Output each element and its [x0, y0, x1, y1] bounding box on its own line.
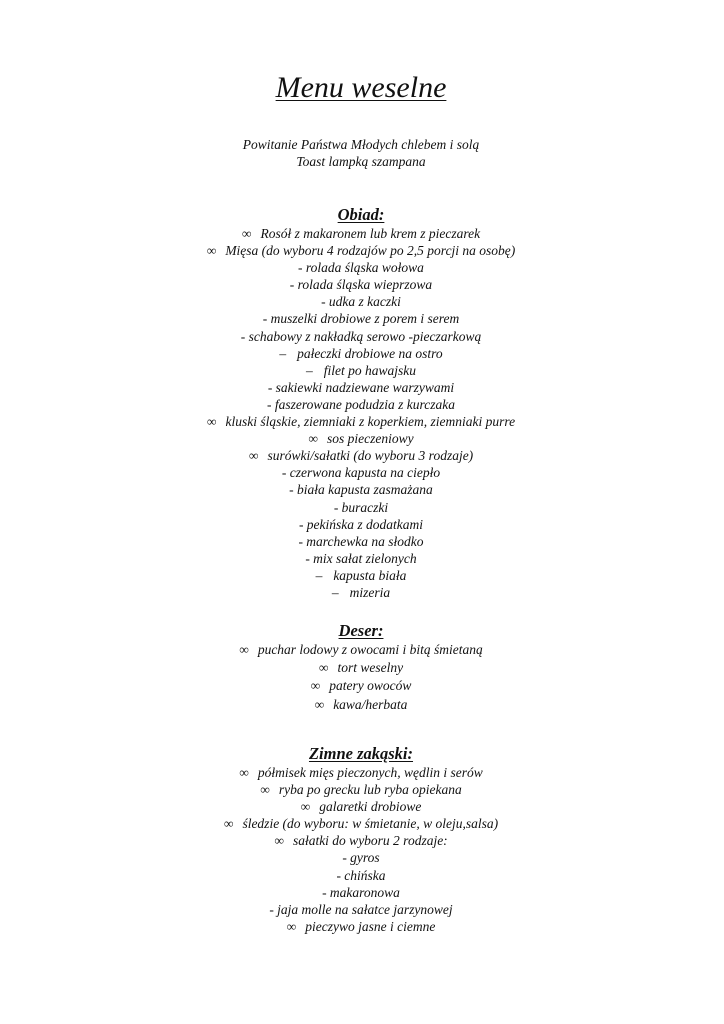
dash-bullet: –: [279, 345, 287, 361]
menu-item-text: - chińska: [336, 867, 386, 883]
infinity-bullet-icon: ∞: [206, 243, 217, 259]
menu-item-text: tort weselny: [337, 660, 404, 676]
menu-item: [0, 379, 722, 396]
section-deser: [0, 621, 722, 714]
menu-item-text: sałatki do wyboru 2 rodzaje:: [292, 833, 448, 849]
menu-item: [0, 696, 722, 714]
menu-item-text: - czerwona kapusta na ciepło: [281, 465, 441, 481]
infinity-bullet-icon: ∞: [241, 226, 252, 241]
menu-item-text: Rosół z makaronem lub krem z pieczarek: [260, 226, 481, 241]
menu-item-text: - pekińska z dodatkami: [298, 516, 424, 532]
infinity-bullet-icon: ∞: [314, 696, 325, 712]
menu-item: [0, 884, 722, 901]
item-list-obiad: [0, 225, 722, 601]
infinity-bullet-icon: ∞: [310, 678, 321, 694]
section-obiad: [0, 205, 722, 601]
intro-line-toast: Toast lampką szampana: [296, 154, 426, 169]
menu-item: [0, 533, 722, 550]
menu-item: [0, 430, 722, 447]
infinity-bullet-icon: ∞: [260, 782, 270, 798]
menu-item: [0, 832, 722, 849]
section-heading-deser: Deser:: [338, 621, 384, 640]
infinity-bullet-icon: ∞: [223, 816, 234, 832]
infinity-bullet-icon: ∞: [248, 448, 259, 464]
menu-item: [0, 413, 722, 430]
infinity-bullet-icon: ∞: [274, 833, 284, 849]
menu-item: [0, 310, 722, 327]
menu-item-text: - rolada śląska wieprzowa: [289, 277, 433, 293]
menu-item: [0, 499, 722, 516]
menu-item: [0, 328, 722, 345]
menu-item-text: mizeria: [349, 584, 391, 600]
menu-item: [0, 815, 722, 832]
menu-item-text: patery owoców: [329, 678, 412, 694]
menu-item: [0, 867, 722, 884]
intro-block: [0, 136, 722, 170]
menu-item: [0, 345, 722, 362]
dash-bullet: –: [315, 567, 323, 583]
menu-item-text: - makaronowa: [322, 884, 400, 900]
menu-item-text: śledzie (do wyboru: w śmietanie, w oleju,salsa): [242, 816, 499, 832]
menu-item: [0, 918, 722, 935]
menu-item: [0, 293, 722, 310]
menu-item: [0, 901, 722, 918]
menu-item: [0, 584, 722, 601]
menu-item-text: kapusta biała: [333, 567, 407, 583]
item-list-deser: [0, 641, 722, 714]
menu-item-text: półmisek mięs pieczonych, wędlin i serów: [257, 765, 483, 780]
dash-bullet: –: [306, 362, 313, 378]
menu-item-text: - udka z kaczki: [321, 294, 401, 310]
menu-item: [0, 781, 722, 798]
menu-item: [0, 677, 722, 695]
menu-item-text: surówki/sałatki (do wyboru 3 rodzaje): [267, 448, 474, 464]
menu-item-text: - schabowy z nakładką serowo -pieczarkową: [240, 328, 482, 344]
menu-item: [0, 362, 722, 379]
menu-item-text: pałeczki drobiowe na ostro: [297, 345, 443, 361]
menu-item-text: - mix sałat zielonych: [305, 550, 417, 566]
menu-item: [0, 447, 722, 464]
menu-item: [0, 259, 722, 276]
menu-item: [0, 659, 722, 677]
menu-item: [0, 464, 722, 481]
menu-item-text: pieczywo jasne i ciemne: [305, 918, 436, 934]
menu-item-text: - biała kapusta zasmażana: [289, 482, 433, 498]
menu-item: [0, 481, 722, 498]
infinity-bullet-icon: ∞: [300, 799, 311, 815]
menu-item-text: - faszerowane podudzia z kurczaka: [267, 396, 455, 412]
menu-item-text: ryba po grecku lub ryba opiekana: [278, 782, 462, 798]
menu-item: [0, 225, 722, 242]
menu-item-text: - muszelki drobiowe z porem i serem: [262, 311, 460, 327]
menu-item-text: galaretki drobiowe: [319, 799, 422, 815]
infinity-bullet-icon: ∞: [206, 414, 217, 430]
menu-item-text: filet po hawajsku: [323, 362, 416, 378]
infinity-bullet-icon: ∞: [318, 660, 329, 676]
menu-item-text: kawa/herbata: [333, 696, 408, 712]
section-heading-obiad: Obiad:: [337, 205, 385, 224]
item-list-zimne-zakaski: [0, 764, 722, 935]
page-title: Menu weselne: [275, 71, 447, 104]
infinity-bullet-icon: ∞: [286, 918, 297, 934]
menu-item: [0, 396, 722, 413]
menu-item: [0, 242, 722, 259]
menu-item-text: Mięsa (do wyboru 4 rodzajów po 2,5 porcji na osobę): [225, 243, 516, 259]
section-zimne-zakaski: [0, 744, 722, 935]
menu-item: [0, 849, 722, 866]
menu-item: [0, 764, 722, 781]
intro-line-welcome: Powitanie Państwa Młodych chlebem i solą: [242, 137, 480, 152]
menu-item: [0, 798, 722, 815]
section-heading-zimne-zakaski: Zimne zakąski:: [308, 744, 414, 763]
menu-item-text: - jaja molle na sałatce jarzynowej: [269, 901, 453, 917]
menu-item: [0, 641, 722, 659]
infinity-bullet-icon: ∞: [308, 431, 318, 447]
menu-item-text: sos pieczeniowy: [327, 431, 414, 447]
infinity-bullet-icon: ∞: [239, 642, 249, 657]
menu-item: [0, 550, 722, 567]
menu-item-text: - gyros: [342, 850, 380, 866]
menu-item: [0, 516, 722, 533]
dash-bullet: –: [331, 584, 339, 600]
menu-item-text: - sakiewki nadziewane warzywami: [267, 379, 455, 395]
infinity-bullet-icon: ∞: [239, 765, 249, 780]
menu-item-text: - rolada śląska wołowa: [298, 260, 424, 276]
menu-item: [0, 276, 722, 293]
menu-item: [0, 567, 722, 584]
menu-item-text: - buraczki: [333, 499, 389, 515]
menu-item-text: kluski śląskie, ziemniaki z koperkiem, ziemniaki purre: [225, 414, 516, 430]
menu-item-text: - marchewka na słodko: [298, 533, 424, 549]
menu-item-text: puchar lodowy z owocami i bitą śmietaną: [257, 642, 483, 657]
